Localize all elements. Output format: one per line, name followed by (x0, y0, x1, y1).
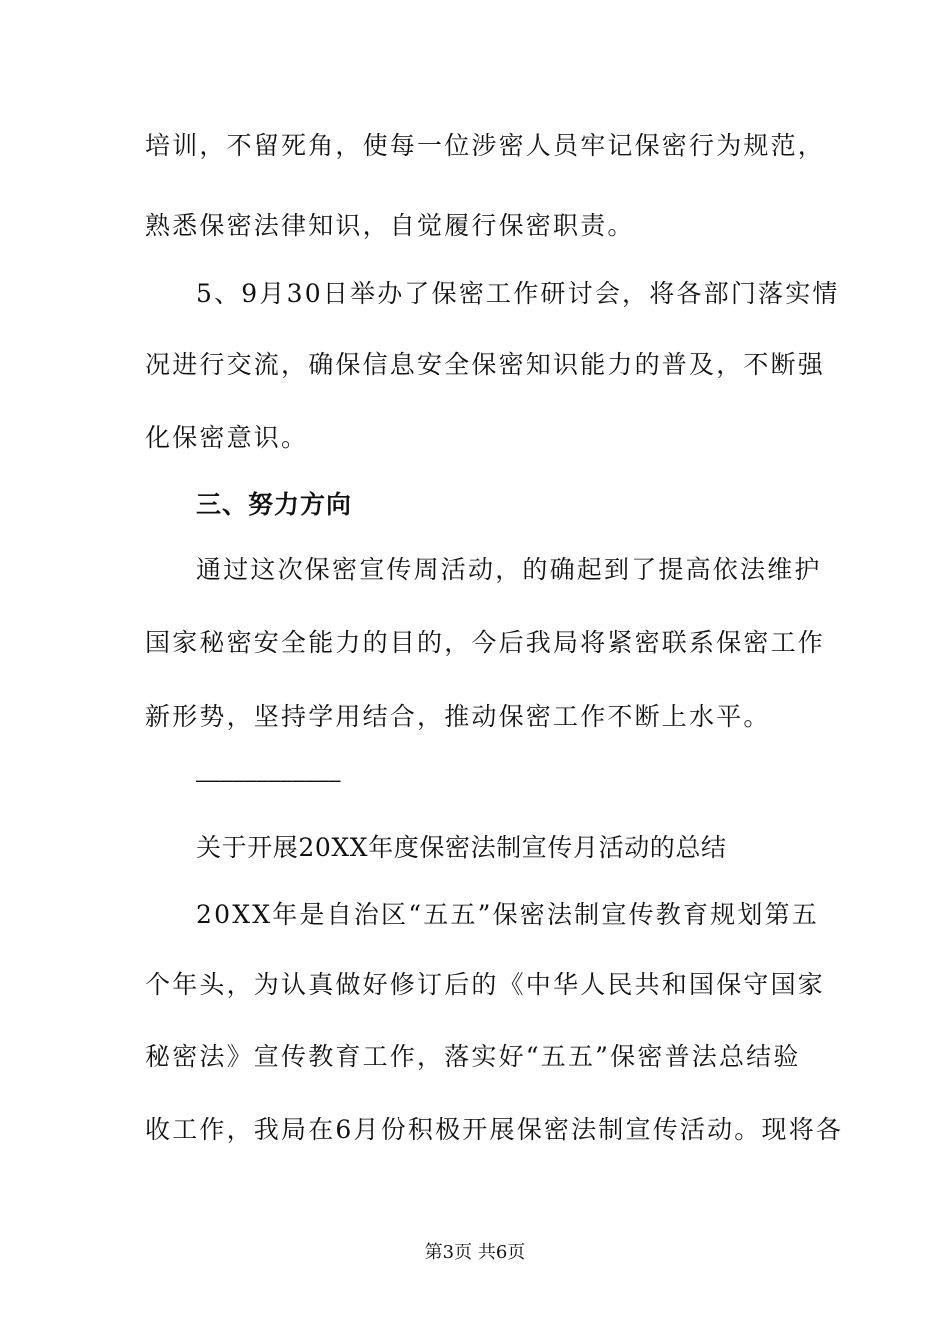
article-title: 关于开展20XX年度保密法制宣传月活动的总结 (196, 833, 727, 862)
page-number-footer: 第3页 共6页 (424, 1242, 526, 1263)
paragraph-line: 秘密法》宣传教育工作，落实好“五五”保密普法总结验 (145, 1042, 801, 1071)
paragraph-line: 新形势，坚持学用结合，推动保密工作不断上水平。 (145, 702, 771, 731)
paragraph-line: 况进行交流，确保信息安全保密知识能力的普及，不断强 (145, 350, 826, 379)
separator-line: ———————————— (196, 768, 341, 792)
paragraph-line: 20XX年是自治区“五五”保密法制宣传教育规划第五 (196, 900, 819, 929)
section-heading: 三、努力方向 (196, 490, 353, 519)
paragraph-line: 收工作，我局在6月份积极开展保密法制宣传活动。现将各 (145, 1115, 844, 1144)
paragraph-line: 化保密意识。 (145, 423, 309, 452)
paragraph-line: 通过这次保密宣传周活动，的确起到了提高依法维护 (196, 555, 822, 584)
paragraph-line: 国家秘密安全能力的目的，今后我局将紧密联系保密工作 (145, 628, 826, 657)
paragraph-line: 培训，不留死角，使每一位涉密人员牢记保密行为规范， (145, 131, 826, 160)
paragraph-line: 熟悉保密法律知识，自觉履行保密职责。 (145, 211, 635, 240)
paragraph-line: 5、9月30日举办了保密工作研讨会，将各部门落实情 (196, 279, 840, 308)
paragraph-line: 个年头，为认真做好修订后的《中华人民共和国保守国家 (145, 970, 826, 999)
